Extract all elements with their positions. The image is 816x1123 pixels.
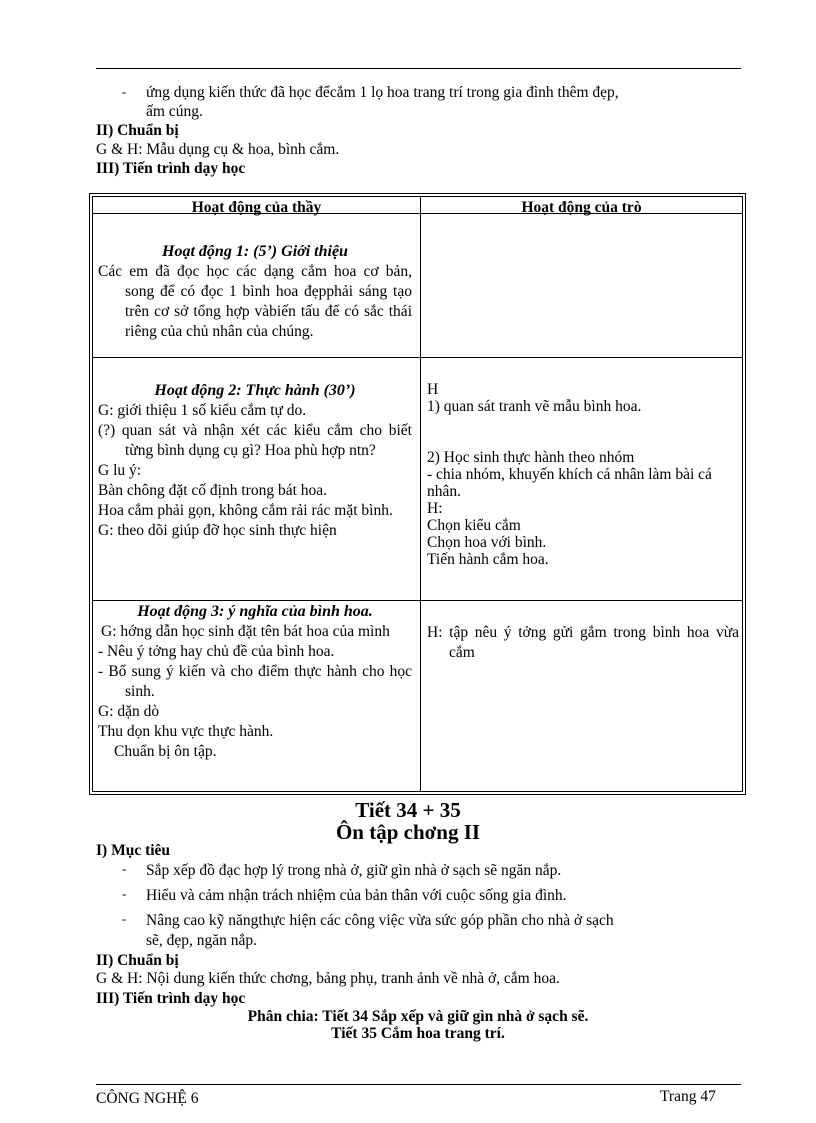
objective-text-cont: ấm cúng. — [146, 103, 203, 120]
prep-text: G & H: Mẫu dụng cụ & hoa, bình cắm. — [96, 141, 340, 158]
footer-rule — [96, 1084, 741, 1085]
lesson-prep-text: G & H: Nội dung kiến thức chơng, bảng phụ, tranh ảnh về nhà ở, cắm hoa. — [96, 970, 560, 987]
activity-2-line: (?) quan sát và nhận xét các kiểu cắm cho biết từng bình dụng cụ gì? Hoa phù hợp ntn? — [98, 422, 412, 459]
activity-2-line: Hoa cắm phải gọn, không cắm rải rác mặt bình. — [98, 502, 393, 519]
activity-3-line: G: dặn dò — [98, 703, 160, 720]
activity-2-student-cell — [427, 381, 739, 568]
activity-3-line: - Bổ sung ý kiến và cho điểm thực hành cho học sinh. — [98, 663, 412, 700]
activity-table — [89, 193, 746, 795]
student-line: H: — [427, 500, 443, 517]
activity-3-student-cell — [427, 623, 739, 663]
footer-subject: CÔNG NGHỆ 6 — [96, 1090, 199, 1107]
division-line-2: Tiết 35 Cắm hoa trang trí. — [331, 1025, 505, 1042]
student-line: Tiến hành cắm hoa. — [427, 551, 549, 568]
footer-page-number: Trang 47 — [660, 1088, 716, 1105]
lesson-title: Tiết 34 + 35 — [355, 798, 461, 822]
column-divider — [420, 197, 421, 791]
objective-item-cont: sẽ, đẹp, ngăn nắp. — [146, 932, 258, 949]
bullet: - — [122, 861, 127, 876]
activity-2-line: Bàn chông đặt cố định trong bát hoa. — [98, 482, 328, 499]
lesson-process-heading: III) Tiến trình dạy học — [96, 990, 246, 1007]
header-rule — [96, 68, 741, 69]
student-line: - chia nhóm, khuyến khích cá nhân làm bài cá nhân. — [427, 466, 712, 500]
student-line: H: tập nêu ý tởng gửi gắm trong bình hoa vừa cắm — [427, 624, 739, 661]
objectives-heading: I) Mục tiêu — [96, 842, 171, 859]
student-line: H — [427, 381, 439, 398]
activity-1-title: Hoạt động 1: (5’) Giới thiệu — [162, 243, 348, 260]
activity-3-title: Hoạt động 3: ý nghĩa của bình hoa. — [137, 603, 373, 620]
student-line: 2) Học sinh thực hành theo nhóm — [427, 449, 635, 466]
prep-heading: II) Chuẩn bị — [96, 122, 179, 139]
col-header-student: Hoạt động của trò — [521, 199, 642, 216]
bullet: - — [122, 84, 127, 99]
activity-3-line: - Nêu ý tởng hay chủ đề của bình hoa. — [98, 643, 335, 660]
activity-2-teacher-cell — [98, 381, 412, 541]
objective-item: Sắp xếp đồ đạc hợp lý trong nhà ở, giữ gìn nhà ở sạch sẽ ngăn nắp. — [146, 862, 562, 879]
student-line: Chọn kiểu cắm — [427, 517, 521, 534]
student-line: 1) quan sát tranh vẽ mẫu bình hoa. — [427, 398, 642, 415]
activity-1-text: Các em đã đọc học các dạng cắm hoa cơ bản, song để có đọc 1 bình hoa đẹpphải sáng tạo trên cơ sở tổng hợp vàbiến tấu để có sắc thái riêng của chủ nhân của chúng. — [98, 263, 412, 340]
objective-item: Hiểu và cảm nhận trách nhiệm của bản thân với cuộc sống gia đình. — [146, 887, 567, 904]
activity-2-line: G: theo dõi giúp đỡ học sinh thực hiện — [98, 522, 337, 539]
activity-2-line: G lu ý: — [98, 462, 142, 479]
activity-2-line: G: giới thiệu 1 số kiểu cắm tự do. — [98, 402, 307, 419]
activity-1-teacher-cell — [98, 242, 412, 342]
objective-item: Nâng cao kỹ năngthực hiện các công việc vừa sức góp phần cho nhà ở sạch — [146, 912, 614, 929]
col-header-teacher: Hoạt động của thầy — [191, 199, 322, 216]
bullet: - — [122, 886, 127, 901]
row-divider — [93, 357, 742, 358]
lesson-subtitle: Ôn tập chơng II — [335, 820, 481, 844]
division-line-1: Phân chia: Tiết 34 Sắp xếp và giữ gìn nhà ở sạch sẽ. — [247, 1008, 589, 1025]
row-divider — [93, 600, 742, 601]
activity-2-title: Hoạt động 2: Thực hành (30’) — [154, 382, 356, 399]
activity-3-line: Thu dọn khu vực thực hành. — [98, 723, 274, 740]
activity-3-line: G: hớng dẫn học sinh đặt tên bát hoa của mình — [101, 623, 390, 640]
student-line: Chọn hoa với bình. — [427, 534, 547, 551]
lesson-prep-heading: II) Chuẩn bị — [96, 952, 179, 969]
bullet: - — [122, 911, 127, 926]
objective-text: ứng dụng kiến thức đã học đểcắm 1 lọ hoa trang trí trong gia đình thêm đẹp, — [146, 84, 619, 101]
activity-3-teacher-cell — [98, 602, 412, 762]
activity-3-line: Chuẩn bị ôn tập. — [114, 743, 217, 760]
process-heading: III) Tiến trình dạy học — [96, 160, 246, 177]
